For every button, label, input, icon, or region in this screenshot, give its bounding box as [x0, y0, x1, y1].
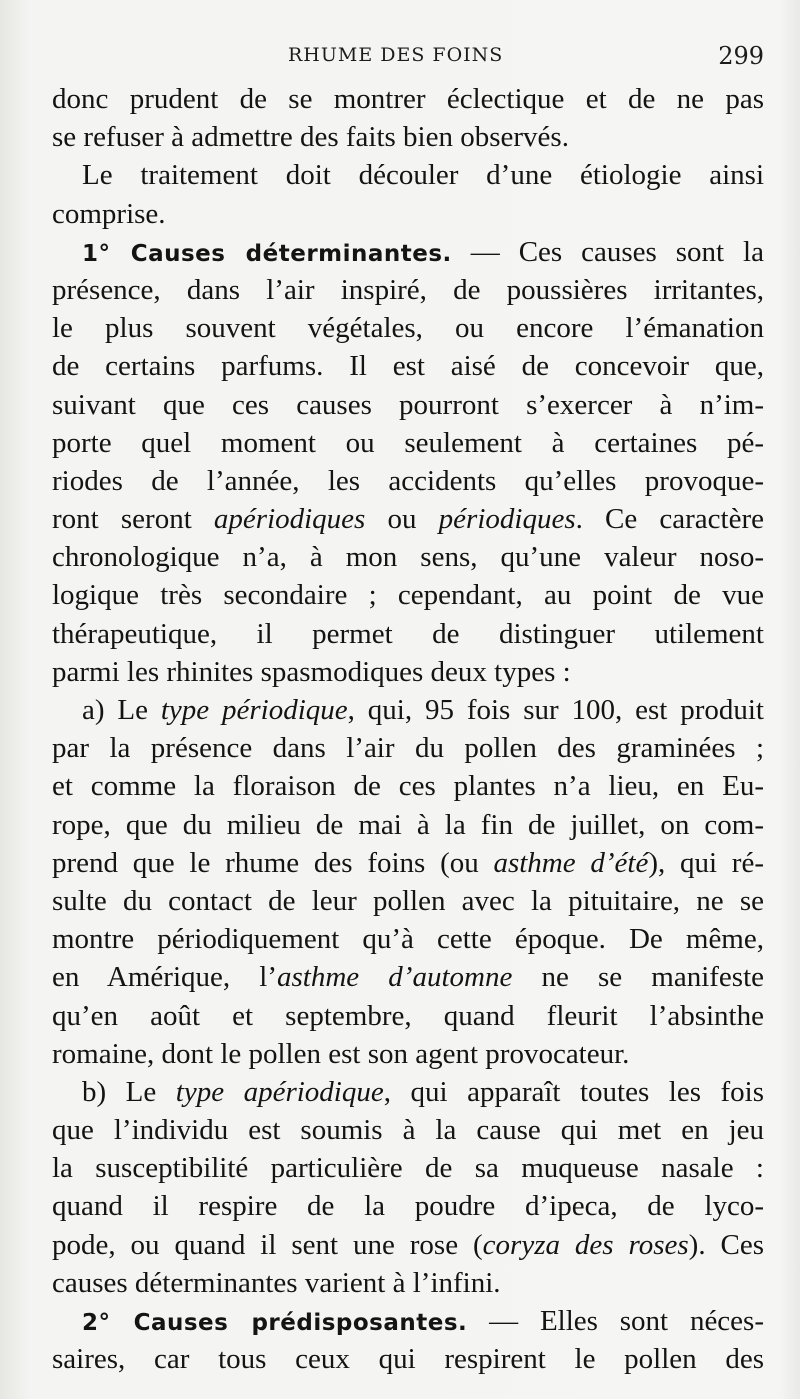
- text-line: [52, 1226, 764, 1264]
- line-text: sulte du contact de leur pollen avec la pituitaire, ne se: [52, 884, 764, 917]
- text-line: [52, 844, 764, 882]
- line-text: saires, car tous ceux qui respirent le pollen des: [52, 1343, 764, 1376]
- line-text: , qui apparaît toutes les fois: [383, 1075, 764, 1108]
- text-line: [52, 424, 764, 462]
- line-text: se refuser à admettre des faits bien observés.: [52, 121, 569, 154]
- line-text: en Amérique, l’: [52, 961, 277, 994]
- text-line: [52, 156, 764, 194]
- line-text: . Ce caractère: [575, 503, 764, 536]
- text-line: [52, 195, 764, 233]
- section-heading: 2° Causes prédisposantes.: [82, 1310, 468, 1336]
- line-text: ). Ces: [688, 1228, 764, 1261]
- italic-term: type apériodique: [175, 1075, 384, 1108]
- line-text: , qui, 95 fois sur 100, est produit: [347, 694, 764, 726]
- text-line: [52, 1302, 764, 1340]
- text-line: [52, 462, 764, 500]
- line-text: romaine, dont le pollen est son agent provocateur.: [52, 1037, 630, 1070]
- line-text: riodes de l’année, les accidents qu’elles provoque-: [52, 464, 764, 497]
- text-line: [52, 538, 764, 576]
- italic-term: asthme d’été: [493, 846, 649, 879]
- text-line: [52, 691, 764, 729]
- text-line: [52, 500, 764, 538]
- line-text: présence, dans l’air inspiré, de poussières irritantes,: [52, 273, 764, 306]
- italic-term: périodiques: [438, 503, 576, 536]
- line-text: — Elles sont néces-: [467, 1305, 764, 1337]
- line-text: qu’en août et septembre, quand fleurit l’absinthe: [52, 999, 764, 1032]
- line-text: ou: [365, 503, 439, 536]
- line-text: par la présence dans l’air du pollen des graminées ;: [52, 732, 764, 765]
- text-line: [52, 653, 764, 691]
- text-line: [52, 997, 764, 1035]
- line-text: et comme la floraison de ces plantes n’a lieu, en Eu-: [52, 770, 764, 803]
- text-line: [52, 920, 764, 958]
- text-line: [52, 882, 764, 920]
- line-text: ront seront: [52, 503, 214, 536]
- text-line: [52, 576, 764, 614]
- line-text: pode, ou quand il sent une rose (: [52, 1228, 483, 1261]
- line-text: le plus souvent végétales, ou encore l’émanation: [52, 312, 764, 345]
- line-text: quand il respire de la poudre d’ipeca, de lyco-: [52, 1190, 764, 1223]
- text-line: [52, 729, 764, 767]
- line-text: thérapeutique, il permet de distinguer utilement: [52, 617, 764, 650]
- line-text: chronologique n’a, à mon sens, qu’une valeur noso-: [52, 541, 764, 574]
- line-text: logique très secondaire ; cependant, au point de vue: [52, 579, 764, 612]
- running-head: RHUME DES FOINS: [288, 44, 504, 66]
- italic-term: coryza des roses: [482, 1228, 689, 1261]
- text-line: [52, 767, 764, 805]
- text-line: [52, 1187, 764, 1225]
- line-text: ne se manifeste: [512, 961, 764, 994]
- text-line: [52, 386, 764, 424]
- line-text: a) Le: [82, 694, 161, 726]
- line-text: rope, que du milieu de mai à la fin de juillet, on com-: [52, 808, 764, 841]
- line-text: suivant que ces causes pourront s’exercer à n’im-: [52, 388, 764, 421]
- page-number: 299: [718, 42, 764, 70]
- line-text: b) Le: [82, 1075, 176, 1108]
- text-line: [52, 1264, 764, 1302]
- line-text: prend que le rhume des foins (ou: [52, 846, 494, 879]
- line-text: montre périodiquement qu’à cette époque. De même,: [52, 923, 764, 956]
- italic-term: apériodiques: [213, 503, 366, 536]
- line-text: — Ces causes sont la: [451, 235, 764, 268]
- text-line: [52, 80, 764, 118]
- line-text: donc prudent de se montrer éclectique et de ne pas: [52, 83, 764, 115]
- line-text: causes déterminantes varient à l’infini.: [52, 1266, 501, 1299]
- page-header: [52, 40, 764, 80]
- italic-term: type périodique: [160, 694, 348, 726]
- text-line: [52, 1111, 764, 1149]
- line-text: ), qui ré-: [648, 846, 764, 879]
- line-text: porte quel moment ou seulement à certaines pé-: [52, 426, 764, 459]
- italic-term: asthme d’automne: [276, 961, 513, 994]
- line-text: que l’individu est soumis à la cause qui met en jeu: [52, 1114, 764, 1147]
- line-text: la susceptibilité particulière de sa muqueuse nasale :: [52, 1152, 764, 1185]
- text-line: [52, 615, 764, 653]
- text-line: [52, 1035, 764, 1073]
- line-text: comprise.: [52, 197, 166, 230]
- text-line: [52, 806, 764, 844]
- text-line: [52, 271, 764, 309]
- line-text: de certains parfums. Il est aisé de concevoir que,: [52, 350, 764, 383]
- text-line: [52, 1340, 764, 1378]
- line-text: Le traitement doit découler d’une étiologie ainsi: [82, 159, 764, 192]
- text-line: [52, 118, 764, 156]
- text-line: [52, 233, 764, 271]
- line-text: parmi les rhinites spasmodiques deux types :: [52, 655, 571, 688]
- text-line: [52, 958, 764, 996]
- text-line: [52, 1073, 764, 1111]
- text-line: [52, 309, 764, 347]
- section-heading: 1° Causes déterminantes.: [82, 240, 452, 267]
- text-line: [52, 347, 764, 385]
- body-text: [52, 80, 764, 1378]
- text-line: [52, 1149, 764, 1187]
